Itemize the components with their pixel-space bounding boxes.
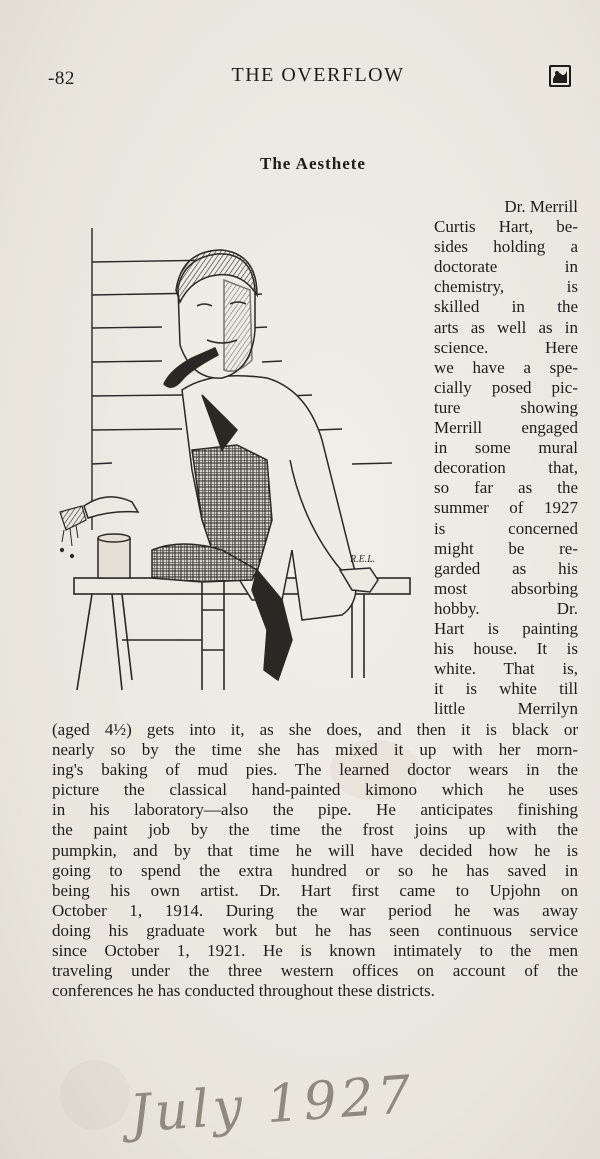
article-text-line: chemistry, is — [434, 277, 578, 297]
article-text-line: his house. It is — [434, 639, 578, 659]
article-text-line: doctorate in — [434, 257, 578, 277]
article-text-line: the paint job by the time the frost joins up with the — [52, 820, 578, 840]
article-text-line: conferences he has conducted throughout these districts. — [52, 981, 435, 1001]
paint-can — [98, 534, 130, 578]
article-text-line: science. Here — [434, 337, 578, 357]
article-text-line: cially posed pic- — [434, 377, 578, 397]
article-text-line: white. That is, — [434, 659, 578, 679]
article-text-line: it is white till — [434, 679, 578, 699]
article-text-line: since October 1, 1921. He is known intimately to the men — [52, 941, 578, 961]
article-text-line: might be re- — [434, 538, 578, 558]
company-logo-icon — [548, 64, 572, 88]
article-text-line: nearly so by the time she has mixed it up with her morn- — [52, 740, 578, 760]
article-text-line: summer of 1927 — [434, 498, 578, 518]
article-text-line: being his own artist. Dr. Hart first came to Upjohn on — [52, 880, 578, 900]
scaffold-plank — [74, 575, 410, 690]
article-text-line: Curtis Hart, be- — [434, 217, 578, 237]
article-text-line: most absorbing — [434, 578, 578, 598]
article-side-column — [434, 197, 578, 719]
running-head: THE OVERFLOW — [231, 64, 405, 86]
page-number: -82 — [48, 68, 75, 89]
article-text-line: skilled in the — [434, 297, 578, 317]
article-text-line: Dr. Merrill — [504, 197, 578, 216]
article-text-line: traveling under the three western offices on account of the — [52, 961, 578, 981]
article-text-line: little Merrilyn — [434, 699, 578, 719]
article-text-line: (aged 4½) gets into it, as she does, and then it is black or — [52, 720, 578, 739]
article-text-line: in his laboratory—also the pipe. He anticipates finishing — [52, 800, 578, 820]
article-title: The Aesthete — [260, 154, 366, 173]
article-text-line: Merrill engaged — [434, 418, 578, 438]
article-text-line: ing's baking of mud pies. The learned doctor wears in the — [52, 760, 578, 780]
handwritten-date-annotation — [120, 1050, 430, 1150]
paint-brush — [60, 506, 86, 558]
handwritten-date: July 1927 — [127, 1064, 417, 1145]
portrait-illustration — [52, 220, 432, 700]
article-text-line: decoration that, — [434, 458, 578, 478]
article-text-line: Hart is painting — [434, 618, 578, 638]
article-text-line: so far as the — [434, 478, 578, 498]
article-full-column — [52, 720, 578, 1001]
figure — [84, 250, 378, 680]
article-text-line: arts as well as in — [434, 317, 578, 337]
article-text-line: we have a spe- — [434, 357, 578, 377]
article-text-line: ture showing — [434, 397, 578, 417]
article-text-line: garded as his — [434, 558, 578, 578]
artist-initials: R.E.L. — [350, 554, 376, 565]
article-text-line: pumpkin, and by that time he will have decided how he is — [52, 840, 578, 860]
article-text-line: in some mural — [434, 438, 578, 458]
article-text-line: sides holding a — [434, 237, 578, 257]
article-text-line: October 1, 1914. During the war period he was away — [52, 900, 578, 920]
article-text-line: hobby. Dr. — [434, 598, 578, 618]
article-text-line: doing his graduate work but he has seen continuous service — [52, 920, 578, 940]
article-text-line: picture the classical hand-painted kimono which he uses — [52, 780, 578, 800]
article-text-line: going to spend the extra hundred or so he has saved in — [52, 860, 578, 880]
article-text-line: is concerned — [434, 518, 578, 538]
